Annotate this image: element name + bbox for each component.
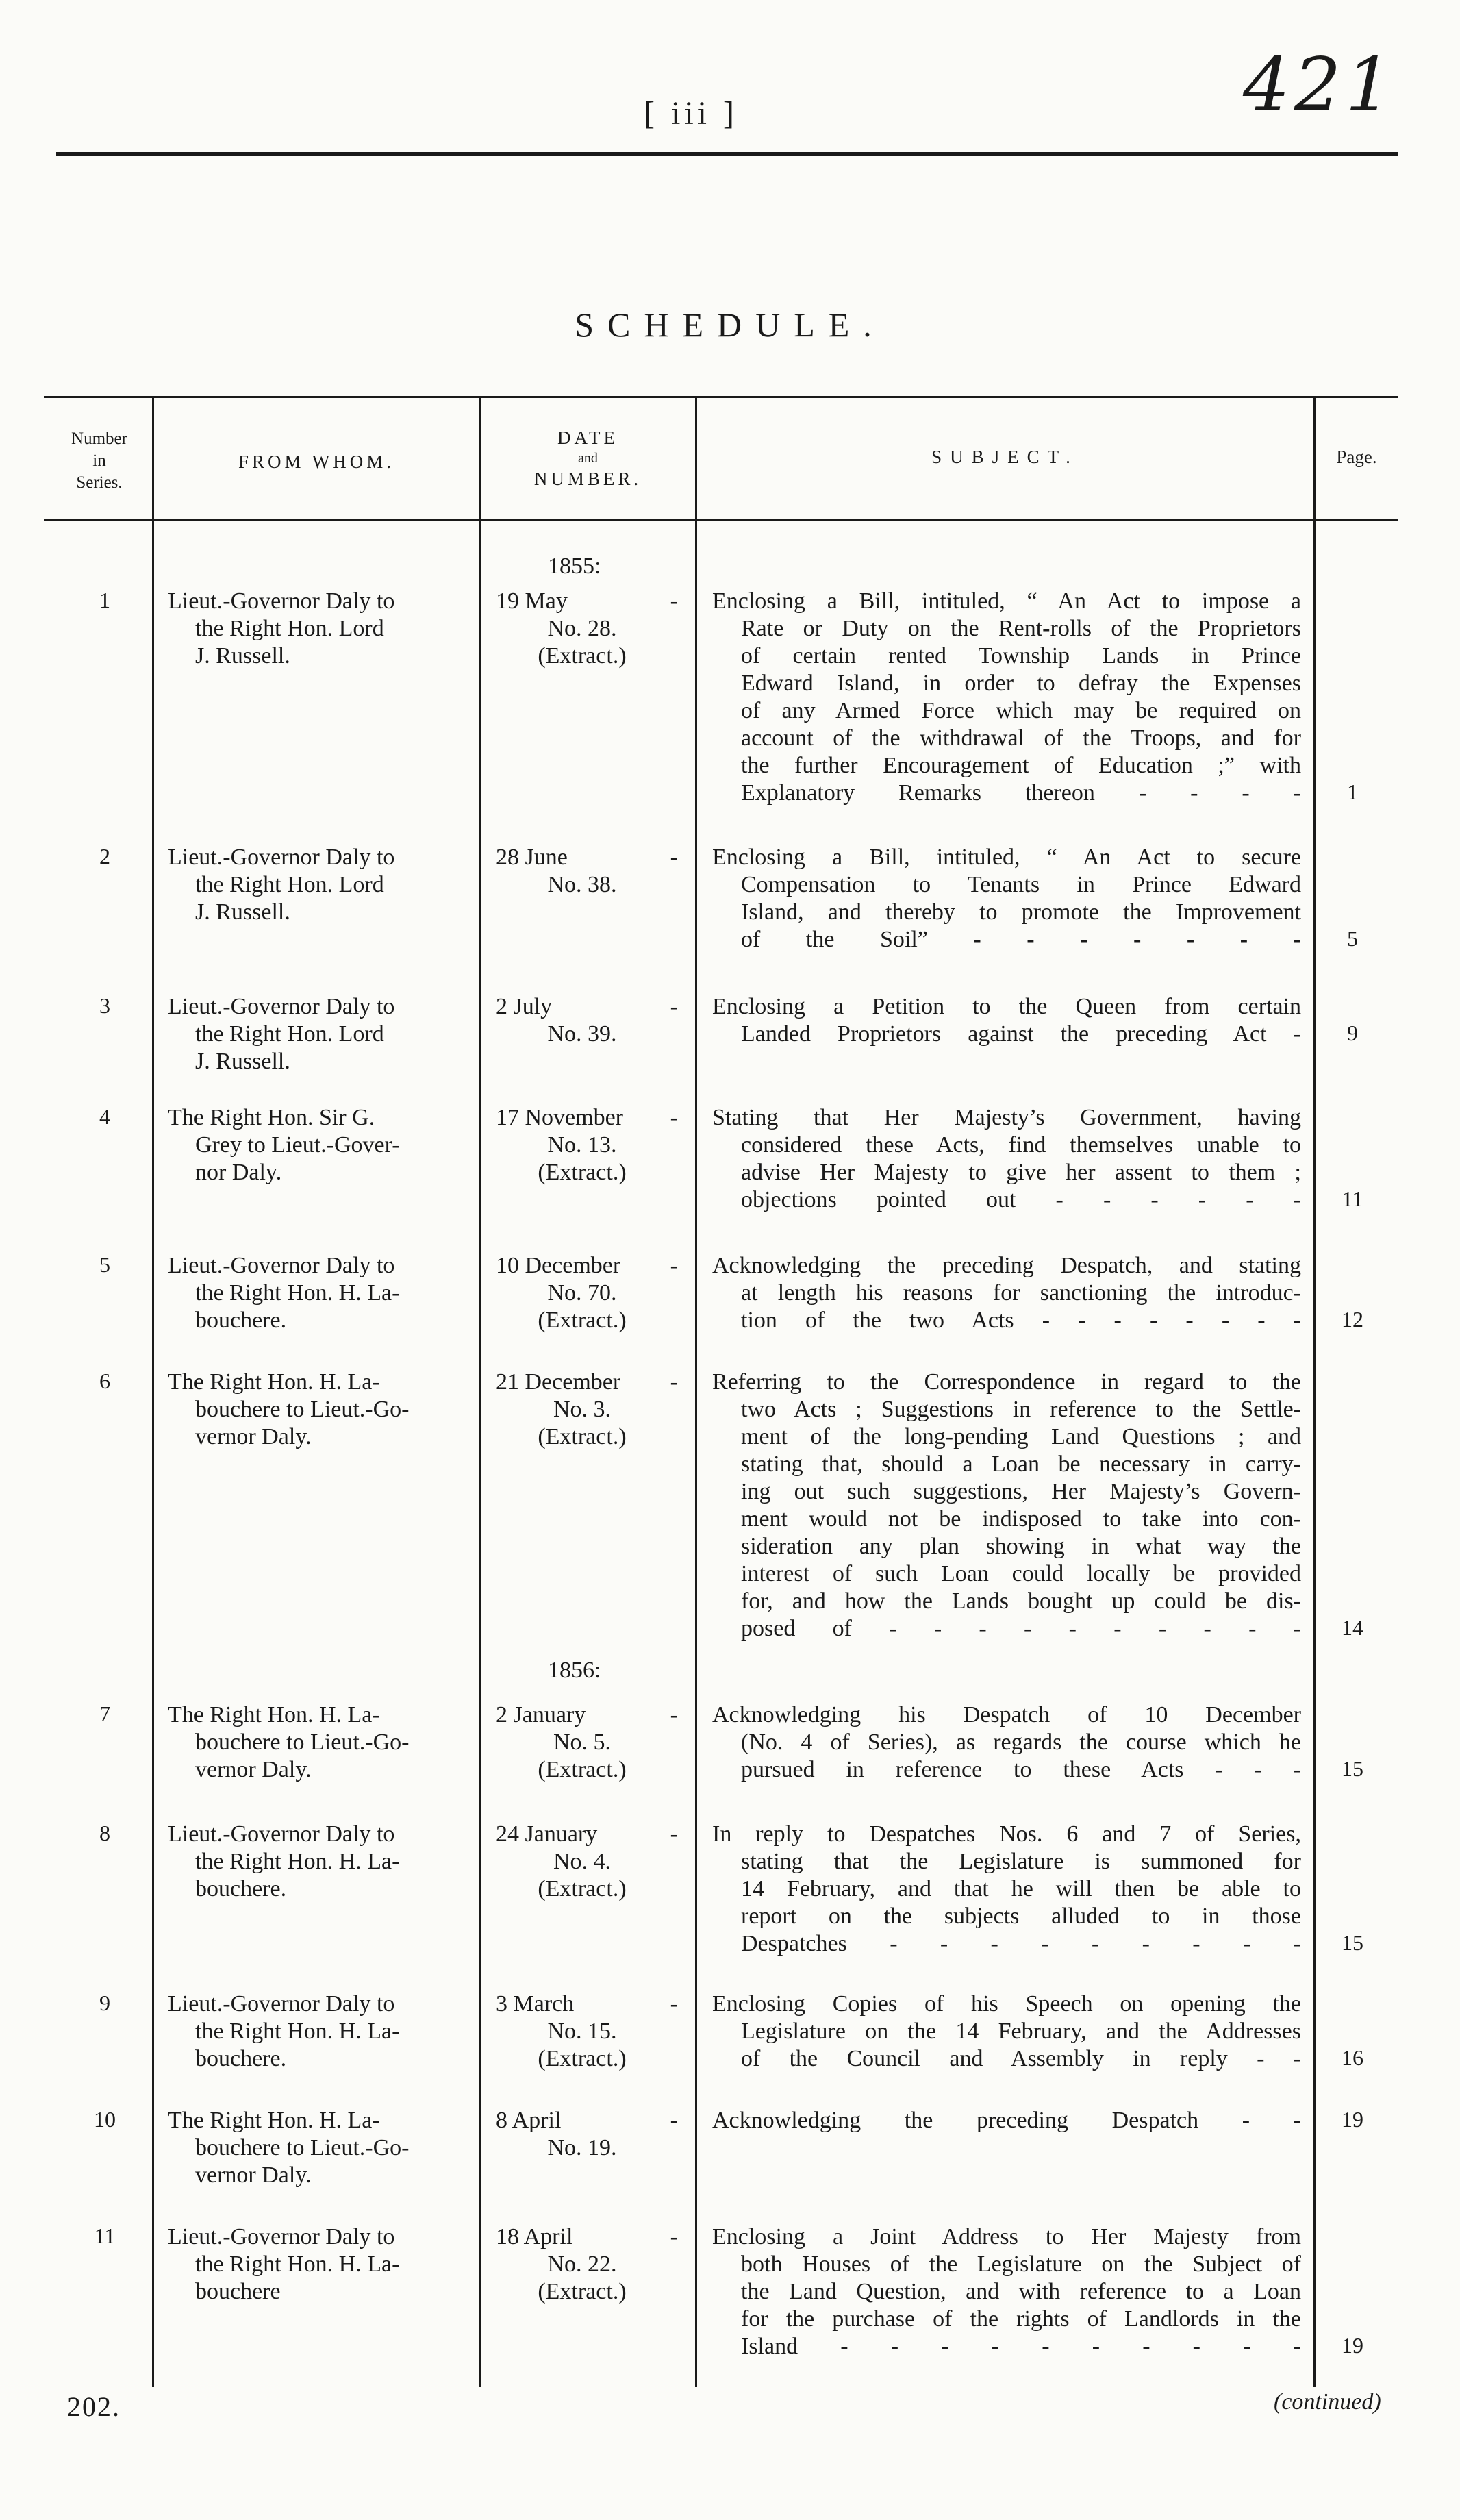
row-from-whom [168,844,469,926]
date-line: No. 28. [547,616,617,641]
row-from-whom [168,588,469,670]
subject-line: report on the subjects alluded to in those [741,1904,1301,1929]
page-number: [ iii ] [644,95,738,132]
subject-line: sideration any plan showing in what way the [741,1534,1301,1559]
from-line: bouchere to Lieut.-Go- [195,1397,410,1422]
leader-dash: - [670,1991,678,2017]
from-line: nor Daly. [195,1160,282,1185]
date-line: No. 13. [547,1132,617,1158]
from-line: Lieut.-Governor Daly to [168,1253,395,1278]
row-number: 11 [94,2223,116,2248]
from-line: J. Russell. [195,1049,290,1074]
date-line: (Extract.) [538,1876,627,1901]
subject-line: ment of the long-pending Land Questions ; and [741,1424,1301,1449]
row-number: 3 [99,993,110,1018]
from-line: Lieut.-Governor Daly to [168,1991,395,2017]
subject-line: Acknowledging his Despatch of 10 December [712,1702,1301,1727]
row-subject [712,1369,1301,1643]
row-page: 19 [1342,2333,1363,2358]
from-line: the Right Hon. Lord [195,872,384,897]
date-line: No. 4. [553,1849,612,1874]
from-line: bouchere. [195,2046,287,2071]
subject-line: Rate or Duty on the Rent-rolls of the Proprietors [741,616,1301,641]
row-number: 9 [99,1991,110,2015]
row-page: 1 [1347,779,1358,804]
subject-line: considered these Acts, find themselves unable to [741,1132,1301,1158]
row-from-whom [168,1369,469,1451]
subject-line: of certain rented Township Lands in Prince [741,643,1301,669]
subject-line: In reply to Despatches Nos. 6 and 7 of Series, [712,1821,1301,1847]
subject-line: account of the withdrawal of the Troops, and for [741,725,1301,751]
row-number: 6 [99,1369,110,1393]
leader-dash: - [670,1369,678,1395]
from-line: the Right Hon. Lord [195,1021,384,1047]
subject-line: Edward Island, in order to defray the Expenses [741,671,1301,696]
row-subject [712,1821,1301,1958]
from-line: The Right Hon. H. La- [168,1369,380,1395]
from-line: the Right Hon. H. La- [195,2251,400,2277]
from-line: the Right Hon. Lord [195,616,384,641]
row-subject [712,844,1301,953]
from-line: Lieut.-Governor Daly to [168,1821,395,1847]
leader-dash: - [670,1105,678,1130]
row-page: 16 [1342,2045,1363,2070]
row-from-whom [168,1821,469,1903]
row-number: 4 [99,1104,110,1129]
from-line: Grey to Lieut.-Gover- [195,1132,400,1158]
date-line: (Extract.) [538,2046,627,2071]
subject-line: Compensation to Tenants in Prince Edward [741,872,1301,897]
row-number: 8 [99,1821,110,1845]
row-from-whom [168,1104,469,1186]
date-line: (Extract.) [538,2279,627,2304]
header-page: Page. [1336,447,1377,467]
row-date-number [486,993,678,1048]
row-page: 15 [1342,1756,1363,1781]
row-date-number [486,1252,678,1334]
row-subject [712,1252,1301,1334]
printer-signature: 202. [67,2391,121,2422]
leader-dash: - [670,994,678,1019]
subject-line: Acknowledging the preceding Despatch - - [712,2108,1301,2133]
header-date-number: DATE and NUMBER. [533,427,642,489]
leader-dash: - [670,1702,678,1727]
from-line: J. Russell. [195,643,290,669]
subject-line: ing out such suggestions, Her Majesty’s Govern- [741,1479,1301,1504]
subject-line: for the purchase of the rights of Landlords in the [741,2306,1301,2332]
date-line: 21 December [496,1369,621,1395]
subject-line: Enclosing a Petition to the Queen from certain [712,994,1301,1019]
row-from-whom [168,1701,469,1784]
subject-line: Legislature on the 14 February, and the Addresses [741,2019,1301,2044]
from-line: vernor Daly. [195,1757,312,1782]
subject-line: Enclosing a Joint Address to Her Majesty from [712,2224,1301,2249]
header-bottom-rule [44,519,1398,521]
from-line: the Right Hon. H. La- [195,2019,400,2044]
schedule-title: SCHEDULE. [575,305,885,344]
date-line: 28 June [496,845,568,870]
leader-dash: - [670,845,678,870]
folio-number: 421 [1243,42,1397,128]
row-from-whom [168,2107,469,2189]
row-from-whom [168,2223,469,2306]
subject-line: Stating that Her Majesty’s Government, having [712,1105,1301,1130]
top-rule [56,152,1398,156]
from-line: bouchere to Lieut.-Go- [195,2135,410,2160]
subject-line: 14 February, and that he will then be able to [741,1876,1301,1901]
row-page: 9 [1347,1021,1358,1045]
date-line: 8 April [496,2108,562,2133]
date-line: No. 70. [547,1280,617,1306]
leader-dash: - [670,2224,678,2249]
row-date-number [486,2107,678,2162]
date-line: No. 19. [547,2135,617,2160]
row-date-number [486,1991,678,2073]
subject-line: stating that, should a Loan be necessary in carry- [741,1451,1301,1477]
from-line: the Right Hon. H. La- [195,1849,400,1874]
subject-line: interest of such Loan could locally be provided [741,1561,1301,1586]
subject-line: of the Soil” - - - - - - - [741,927,1301,952]
subject-line: of any Armed Force which may be required on [741,698,1301,723]
from-line: The Right Hon. H. La- [168,1702,380,1727]
row-page: 19 [1342,2107,1363,2132]
table-top-rule [44,396,1398,398]
year-marker: 1856: [548,1658,601,1683]
from-line: bouchere. [195,1876,287,1901]
from-line: vernor Daly. [195,2162,312,2188]
from-line: Lieut.-Governor Daly to [168,2224,395,2249]
subject-line: Island, and thereby to promote the Improvement [741,899,1301,925]
row-from-whom [168,993,469,1075]
from-line: the Right Hon. H. La- [195,1280,400,1306]
row-date-number [486,1701,678,1784]
subject-line: tion of the two Acts - - - - - - - - [741,1308,1301,1333]
subject-line: the further Encouragement of Education ;” with [741,753,1301,778]
subject-line: ment would not be indisposed to take into con- [741,1506,1301,1532]
row-page: 15 [1342,1930,1363,1955]
header-from-whom: FROM WHOM. [238,451,395,472]
row-subject [712,1104,1301,1214]
row-date-number [486,1104,678,1186]
row-page: 5 [1347,926,1358,951]
date-line: (Extract.) [538,1308,627,1333]
subject-line: for, and how the Lands bought up could be dis- [741,1588,1301,1614]
subject-line: the Land Question, and with reference to a Loan [741,2279,1301,2304]
from-line: bouchere. [195,1308,287,1333]
row-subject [712,1701,1301,1784]
row-date-number [486,2223,678,2306]
row-page: 12 [1342,1307,1363,1332]
row-subject [712,2223,1301,2360]
date-line: (Extract.) [538,1757,627,1782]
subject-line: Acknowledging the preceding Despatch, and stating [712,1253,1301,1278]
from-line: Lieut.-Governor Daly to [168,588,395,614]
row-from-whom [168,1991,469,2073]
date-line: 18 April [496,2224,573,2249]
column-divider [695,397,697,2387]
subject-line: Island - - - - - - - - - - [741,2334,1301,2359]
subject-line: at length his reasons for sanctioning the introduc- [741,1280,1301,1306]
subject-line: Explanatory Remarks thereon - - - - [741,780,1301,806]
date-line: No. 3. [553,1397,612,1422]
date-line: 17 November [496,1105,624,1130]
row-number: 7 [99,1701,110,1726]
column-divider [152,397,154,2387]
leader-dash: - [670,1253,678,1278]
row-page: 11 [1342,1186,1363,1211]
subject-line: Enclosing a Bill, intituled, “ An Act to secure [712,845,1301,870]
row-date-number [486,844,678,899]
row-number: 2 [99,844,110,869]
subject-line: of the Council and Assembly in reply - - [741,2046,1301,2071]
leader-dash: - [670,1821,678,1847]
from-line: Lieut.-Governor Daly to [168,994,395,1019]
subject-line: objections pointed out - - - - - - [741,1187,1301,1212]
date-line: 3 March [496,1991,575,2017]
from-line: bouchere [195,2279,281,2304]
date-line: No. 22. [547,2251,617,2277]
row-date-number [486,1821,678,1903]
from-line: bouchere to Lieut.-Go- [195,1730,410,1755]
date-line: (Extract.) [538,1160,627,1185]
date-line: (Extract.) [538,643,627,669]
date-line: 19 May [496,588,568,614]
from-line: The Right Hon. H. La- [168,2108,380,2133]
subject-line: Landed Proprietors against the preceding Act - [741,1021,1301,1047]
row-number: 5 [99,1252,110,1277]
from-line: J. Russell. [195,899,290,925]
row-subject [712,993,1301,1048]
date-line: 24 January [496,1821,598,1847]
row-from-whom [168,1252,469,1334]
subject-line: (No. 4 of Series), as regards the course which he [741,1730,1301,1755]
subject-line: advise Her Majesty to give her assent to them ; [741,1160,1301,1185]
row-date-number [486,588,678,670]
header-subject: SUBJECT. [931,447,1079,467]
subject-line: two Acts ; Suggestions in reference to the Settle- [741,1397,1301,1422]
row-subject [712,588,1301,807]
subject-line: both Houses of the Legislature on the Subject of [741,2251,1301,2277]
row-subject [712,2107,1301,2134]
row-date-number [486,1369,678,1451]
date-line: 2 July [496,994,553,1019]
column-divider [1313,397,1316,2387]
column-divider [479,397,481,2387]
date-line: No. 5. [553,1730,612,1755]
date-line: No. 38. [547,872,617,897]
row-number: 1 [99,588,110,612]
subject-line: Enclosing Copies of his Speech on opening the [712,1991,1301,2017]
row-page: 14 [1342,1615,1363,1640]
date-line: (Extract.) [538,1424,627,1449]
subject-line: Enclosing a Bill, intituled, “ An Act to impose a [712,588,1301,614]
continued-note: (continued) [1274,2389,1381,2415]
date-line: 2 January [496,1702,586,1727]
from-line: vernor Daly. [195,1424,312,1449]
leader-dash: - [670,2108,678,2133]
date-line: 10 December [496,1253,621,1278]
row-subject [712,1991,1301,2073]
from-line: Lieut.-Governor Daly to [168,845,395,870]
year-marker: 1855: [548,553,601,579]
subject-line: pursued in reference to these Acts - - - [741,1757,1301,1782]
date-line: No. 15. [547,2019,617,2044]
subject-line: stating that the Legislature is summoned for [741,1849,1301,1874]
subject-line: Referring to the Correspondence in regard to the [712,1369,1301,1395]
from-line: The Right Hon. Sir G. [168,1105,375,1130]
header-number: Number in Series. [71,429,127,492]
subject-line: posed of - - - - - - - - - - [741,1616,1301,1641]
row-number: 10 [94,2107,116,2132]
leader-dash: - [670,588,678,614]
subject-line: Despatches - - - - - - - - - [741,1931,1301,1956]
date-line: No. 39. [547,1021,617,1047]
